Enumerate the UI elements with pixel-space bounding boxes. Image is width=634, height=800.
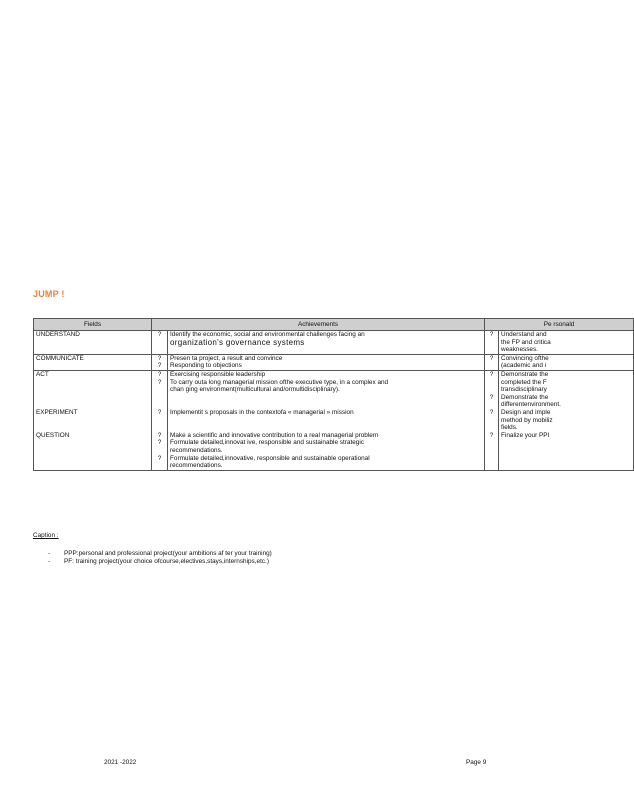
note-text: PPP:personal and professional project(your ambitions af ter your training) — [64, 550, 272, 557]
personal-text: differentenvironment. — [501, 401, 561, 409]
achievement-text: Make a scientific and innovative contribution to a real managerial problem — [170, 431, 379, 439]
table-row — [34, 354, 634, 370]
achievement-text: recommendations. — [170, 446, 223, 454]
personal-text: Design and imple — [501, 408, 551, 416]
bullet-marker: ? — [489, 354, 494, 362]
achievement-text: To carry outa long managerial mission ofthe executive type, in a complex and — [170, 378, 389, 386]
bullet-cell — [152, 331, 168, 355]
bullet-marker: ? — [489, 393, 494, 401]
bullet-cell — [485, 432, 499, 470]
personal-text: Demonstrate the — [501, 370, 549, 378]
personal-cell — [499, 409, 634, 432]
achievements-cell — [168, 331, 485, 355]
section-heading: JUMP ! — [33, 289, 65, 299]
personal-text: Understand and — [501, 331, 547, 338]
skills-table-container — [33, 318, 575, 514]
bullet-cell — [152, 354, 168, 370]
personal-text: the FP and critica — [501, 338, 551, 346]
field-cell: EXPERIMENT — [34, 409, 152, 432]
achievements-cell — [168, 432, 485, 470]
personal-text: method by mobiliz — [501, 416, 553, 424]
achievement-text: Exercising responsible leadership — [170, 370, 266, 378]
personal-cell — [499, 331, 634, 355]
note-text: PF: training project(your choice ofcourse,electives,stays,internships,etc.) — [64, 558, 269, 565]
bullet-marker: ? — [489, 331, 494, 338]
personal-cell — [499, 432, 634, 470]
header-fields: Fields — [34, 319, 152, 331]
personal-cell — [499, 370, 634, 408]
bullet-cell — [152, 370, 168, 408]
personal-text: transdisciplinary — [501, 386, 547, 394]
bullet-marker: ? — [489, 370, 494, 378]
achievement-text: Responding to objections — [170, 362, 242, 370]
achievement-text: Presen ta project, a result and convince — [170, 354, 283, 362]
achievements-cell — [168, 354, 485, 370]
table-row — [34, 370, 634, 408]
personal-text: weaknesses. — [501, 346, 538, 354]
personal-text: (academic and i — [501, 362, 547, 370]
bullet-cell — [485, 370, 499, 408]
table-body — [34, 331, 634, 471]
field-cell: COMMUNICATE — [34, 354, 152, 370]
personal-text: completed the F — [501, 378, 547, 386]
bullet-marker: ? — [157, 431, 162, 439]
personal-cell — [499, 354, 634, 370]
achievement-emphasis-text: organization's governance systems — [170, 337, 305, 347]
header-personal: Pe rsonald — [485, 319, 634, 331]
achievement-text: chan ging environment(multicultural and/ormultidisciplinary). — [170, 386, 340, 394]
field-cell: UNDERSTAND — [34, 331, 152, 355]
caption-notes — [48, 550, 272, 566]
bullet-marker: ? — [489, 431, 494, 439]
personal-text: fields. — [501, 424, 518, 432]
bullet-cell — [485, 331, 499, 355]
personal-text: Convincing ofthe — [501, 354, 549, 362]
table-row — [34, 331, 634, 355]
personal-text: Finalize your PPI — [501, 431, 550, 439]
bullet-marker: ? — [157, 362, 162, 370]
achievement-text: Identify the economic, social and environmental challenges facing an — [170, 331, 365, 338]
achievements-cell — [168, 409, 485, 432]
table-row — [34, 432, 634, 470]
bullet-cell — [485, 409, 499, 432]
field-cell: QUESTION — [34, 432, 152, 470]
note-item-ppp — [48, 550, 272, 558]
footer-year: 2021 -2022 — [104, 759, 137, 766]
bullet-marker: ? — [489, 408, 494, 416]
bullet-cell — [152, 409, 168, 432]
achievements-cell — [168, 370, 485, 408]
note-dash: - — [48, 550, 51, 557]
table-row — [34, 409, 634, 432]
field-cell: ACT — [34, 370, 152, 408]
table-header-row — [34, 319, 634, 331]
achievement-text: recommendations. — [170, 462, 223, 470]
bullet-cell — [152, 432, 168, 470]
bullet-marker: ? — [157, 408, 162, 416]
achievement-text: Implementit s proposals in the contextofa « managerial » mission — [170, 408, 354, 416]
header-achievements: Achievements — [152, 319, 485, 331]
achievement-text: Formulate detailed,innovative, responsible and sustainable operational — [170, 454, 370, 462]
bullet-marker: ? — [157, 354, 162, 362]
footer-page-number: Page 9 — [466, 759, 487, 766]
bullet-marker: ? — [157, 370, 162, 378]
achievement-text: Formulate detailed,innovat ive, responsible and sustainable strategic — [170, 439, 364, 447]
bullet-marker: ? — [157, 454, 162, 462]
bullet-marker: ? — [157, 331, 162, 338]
bullet-marker: ? — [157, 439, 162, 447]
personal-text: Demonstrate the — [501, 393, 549, 401]
caption-label: Caption : — [33, 532, 59, 539]
note-dash: - — [48, 558, 51, 565]
bullet-cell — [485, 354, 499, 370]
skills-table — [33, 318, 634, 471]
bullet-marker: ? — [157, 378, 162, 386]
note-item-pf — [48, 558, 272, 566]
